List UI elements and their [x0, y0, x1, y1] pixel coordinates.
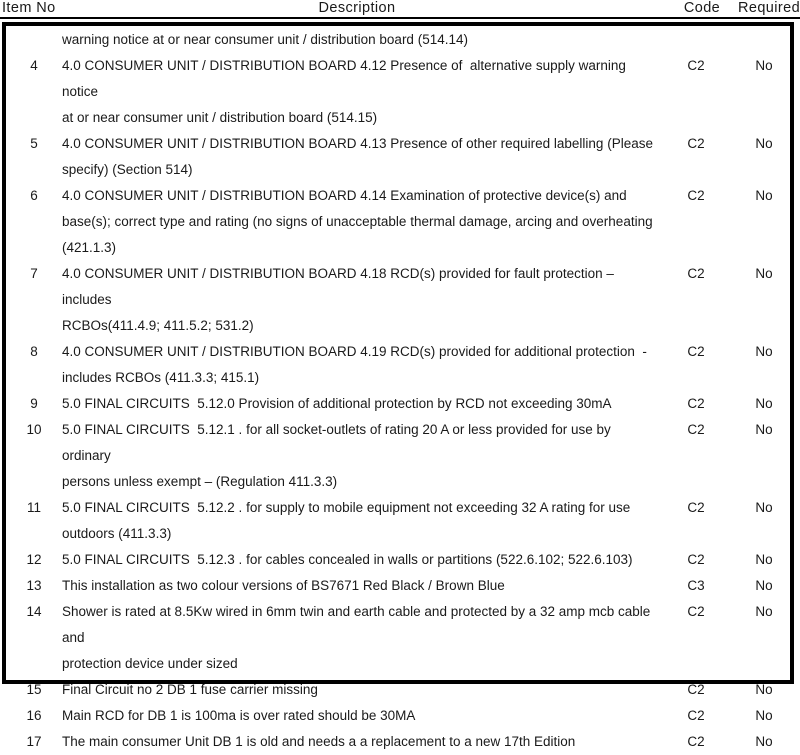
required-cell: No	[755, 344, 773, 359]
description-line: includes RCBOs (411.3.3; 415.1)	[62, 370, 260, 385]
header-required: Required	[738, 0, 800, 16]
description-cell	[62, 391, 654, 417]
description-line: 4.0 CONSUMER UNIT / DISTRIBUTION BOARD 4.13 Presence of other required labelling (Please	[62, 136, 653, 151]
code-cell: C2	[687, 682, 705, 697]
code-cell: C2	[687, 344, 705, 359]
code-cell: C2	[687, 500, 705, 515]
item-no-cell: 12	[26, 552, 42, 567]
item-no-cell: 16	[26, 708, 42, 723]
description-cell	[62, 339, 654, 391]
item-no-cell: 17	[26, 734, 42, 749]
description-line: Shower is rated at 8.5Kw wired in 6mm twin and earth cable and protected by a 32 amp mcb cable	[62, 604, 651, 619]
description-line: and	[62, 630, 85, 645]
required-cell: No	[755, 266, 773, 281]
required-cell: No	[755, 682, 773, 697]
code-cell: C2	[687, 708, 705, 723]
required-cell: No	[755, 734, 773, 749]
description-line: 4.0 CONSUMER UNIT / DISTRIBUTION BOARD 4.12 Presence of alternative supply warning notice	[62, 58, 630, 99]
item-no-cell: 14	[26, 604, 42, 619]
code-cell: C2	[687, 58, 705, 73]
table-row	[6, 677, 790, 703]
code-cell: C2	[687, 552, 705, 567]
header-code: Code	[683, 0, 721, 16]
table-row	[6, 183, 790, 261]
table-row	[6, 495, 790, 547]
item-no-cell: 13	[26, 578, 42, 593]
item-no-cell: 5	[30, 136, 38, 151]
description-cell	[62, 183, 654, 261]
table-row	[6, 261, 790, 339]
table-row	[6, 27, 790, 53]
item-no-cell: 15	[26, 682, 42, 697]
description-cell	[62, 261, 654, 339]
description-cell	[62, 495, 654, 547]
code-cell: C2	[687, 604, 705, 619]
table-body	[2, 22, 794, 749]
description-cell	[62, 703, 654, 729]
description-line: specify) (Section 514)	[62, 162, 193, 177]
table-row	[6, 729, 790, 755]
table-row	[6, 573, 790, 599]
required-cell: No	[755, 396, 773, 411]
item-no-cell: 9	[30, 396, 38, 411]
required-cell: No	[755, 58, 773, 73]
description-cell	[62, 27, 654, 53]
description-line: 4.0 CONSUMER UNIT / DISTRIBUTION BOARD 4.19 RCD(s) provided for additional protection -	[62, 344, 647, 359]
description-line: 5.0 FINAL CIRCUITS 5.12.0 Provision of additional protection by RCD not exceeding 30mA	[62, 396, 612, 411]
required-cell: No	[755, 188, 773, 203]
description-line: RCBOs(411.4.9; 411.5.2; 531.2)	[62, 318, 254, 333]
description-line: 4.0 CONSUMER UNIT / DISTRIBUTION BOARD 4.18 RCD(s) provided for fault protection – includes	[62, 266, 618, 307]
code-cell: C2	[687, 422, 705, 437]
code-cell: C3	[687, 578, 705, 593]
description-line: The main consumer Unit DB 1 is old and needs a a replacement to a new 17th Edition	[62, 734, 576, 749]
item-no-cell: 4	[30, 58, 38, 73]
code-cell: C2	[687, 188, 705, 203]
description-line: 4.0 CONSUMER UNIT / DISTRIBUTION BOARD 4.14 Examination of protective device(s) and	[62, 188, 627, 203]
table-row	[6, 339, 790, 391]
header-description: Description	[318, 0, 396, 16]
description-cell	[62, 573, 654, 599]
item-no-cell: 11	[26, 500, 41, 515]
description-line: warning notice at or near consumer unit / distribution board (514.14)	[62, 32, 468, 47]
required-cell: No	[755, 136, 773, 151]
description-cell	[62, 547, 654, 573]
description-line: Final Circuit no 2 DB 1 fuse carrier missing	[62, 682, 318, 697]
table-row	[6, 391, 790, 417]
description-line: 5.0 FINAL CIRCUITS 5.12.2 . for supply to mobile equipment not exceeding 32 A rating for use	[62, 500, 631, 515]
description-cell	[62, 729, 654, 755]
table-row	[6, 131, 790, 183]
description-line: This installation as two colour versions of BS7671 Red Black / Brown Blue	[62, 578, 505, 593]
code-cell: C2	[687, 266, 705, 281]
item-no-cell: 10	[26, 422, 42, 437]
description-cell	[62, 417, 654, 495]
required-cell: No	[755, 422, 773, 437]
item-no-cell: 6	[30, 188, 38, 203]
description-line: at or near consumer unit / distribution board (514.15)	[62, 110, 378, 125]
code-cell: C2	[687, 136, 705, 151]
required-cell: No	[755, 500, 773, 515]
table-row	[6, 599, 790, 677]
description-line: 5.0 FINAL CIRCUITS 5.12.3 . for cables concealed in walls or partitions (522.6.102; 522.6.103)	[62, 552, 633, 567]
table-row	[6, 547, 790, 573]
table-row	[6, 417, 790, 495]
item-no-cell: 7	[30, 266, 38, 281]
required-cell: No	[755, 552, 773, 567]
description-line: (421.1.3)	[62, 240, 117, 255]
description-line: persons unless exempt – (Regulation 411.3.3)	[62, 474, 338, 489]
description-cell	[62, 53, 654, 131]
required-cell: No	[755, 578, 773, 593]
required-cell: No	[755, 604, 773, 619]
header-item-no: Item No	[2, 0, 56, 16]
description-cell	[62, 131, 654, 183]
description-line: Main RCD for DB 1 is 100ma is over rated should be 30MA	[62, 708, 416, 723]
code-cell: C2	[687, 396, 705, 411]
table-row	[6, 53, 790, 131]
description-line: protection device under sized	[62, 656, 238, 671]
description-cell	[62, 677, 654, 703]
table-row	[6, 703, 790, 729]
item-no-cell: 8	[30, 344, 38, 359]
description-line: 5.0 FINAL CIRCUITS 5.12.1 . for all socket-outlets of rating 20 A or less provided for use by ordinary	[62, 422, 615, 463]
table-header	[0, 0, 800, 19]
description-cell	[62, 599, 654, 677]
description-line: base(s); correct type and rating (no signs of unacceptable thermal damage, arcing and overheating	[62, 214, 653, 229]
description-line: outdoors (411.3.3)	[62, 526, 172, 541]
code-cell: C2	[687, 734, 705, 749]
required-cell: No	[755, 708, 773, 723]
